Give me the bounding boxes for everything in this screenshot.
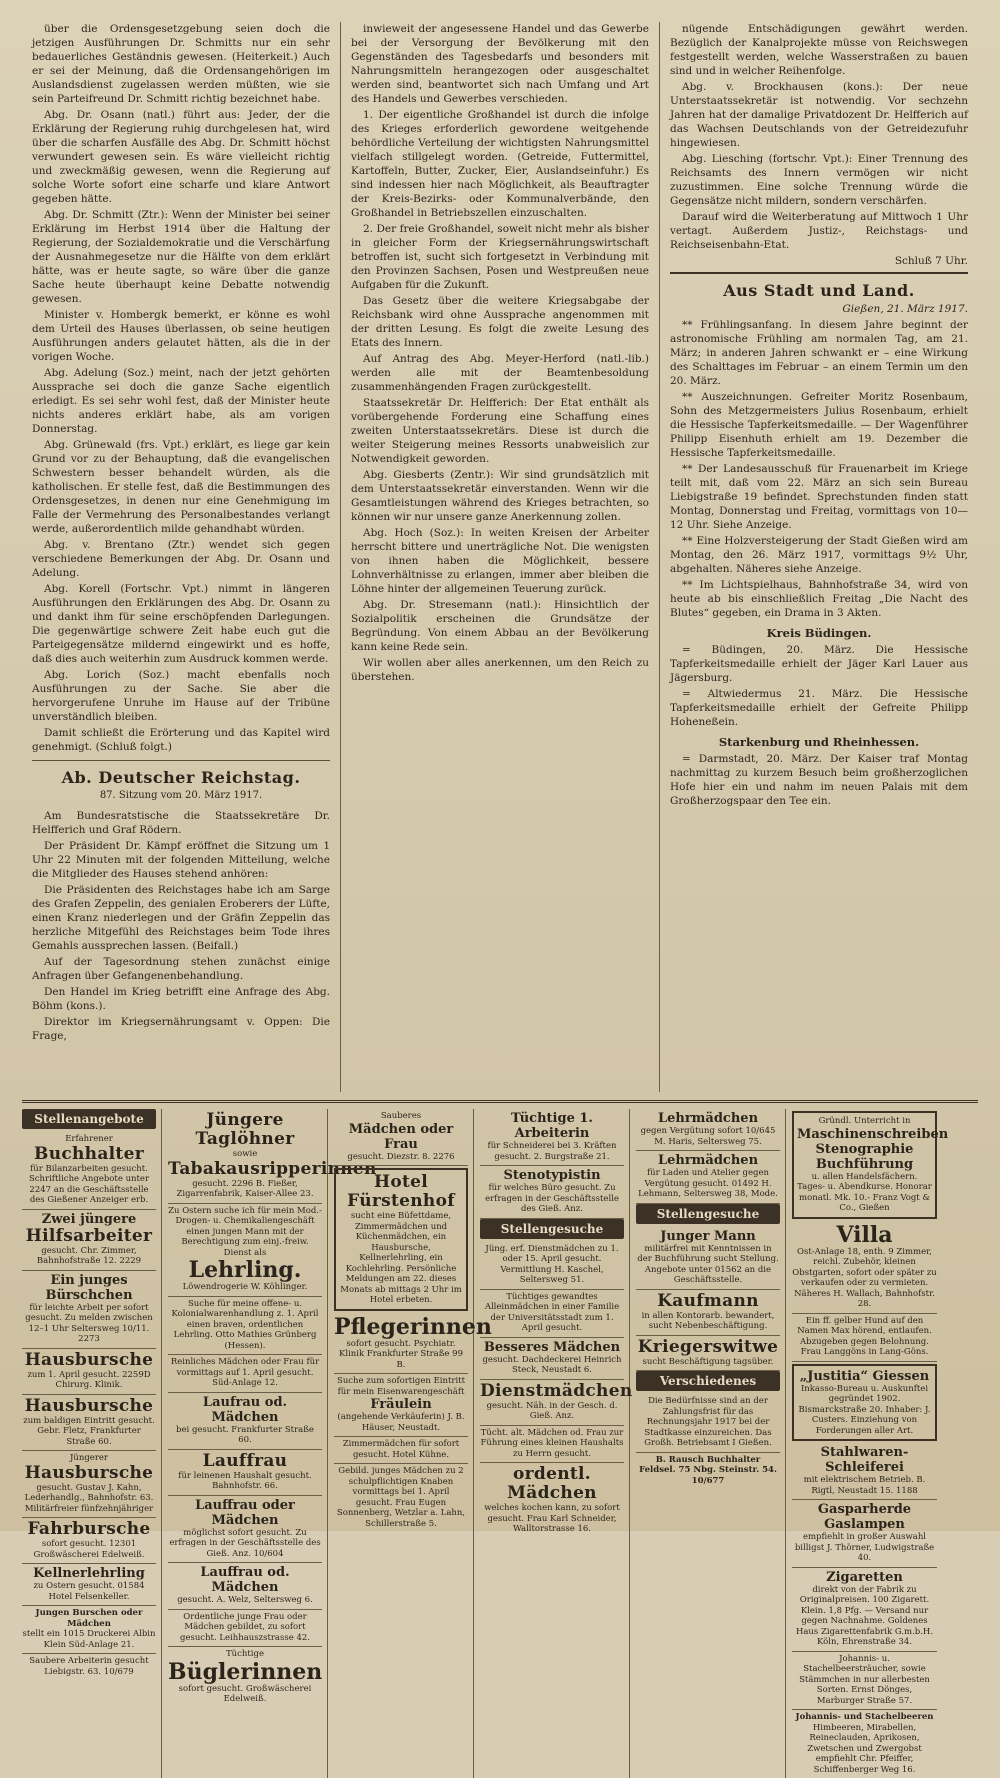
article-paragraph: Der Präsident Dr. Kämpf eröffnet die Sitzung um 1 Uhr 22 Minuten mit der folgenden Mitteilung, welche die Mitglieder des Hauses stehend anhören: — [32, 840, 330, 880]
ad — [636, 1394, 780, 1453]
ad-headline: Dienstmädchen — [480, 1380, 633, 1401]
ad-headline: Junger Mann — [660, 1228, 756, 1244]
ad — [636, 1227, 780, 1290]
article-paragraph: Abg. Lorich (Soz.) macht ebenfalls noch Ausführungen zu der Sache. Sie aber die hervorgerufene Unruhe im Hause auf der Tribüne unverständlich bleiben. — [32, 669, 330, 723]
local-news-item: ** Eine Holzversteigerung der Stadt Gießen wird am Montag, den 26. März 1917, vormittags 9½ Uhr, abgehalten. Näheres siehe Anzeige. — [670, 535, 968, 575]
ad — [334, 1437, 468, 1464]
ad — [636, 1453, 780, 1490]
ad-headline: Lauffrau od. Mädchen — [200, 1565, 290, 1595]
subsection-heading: Kreis Büdingen. — [766, 626, 872, 640]
column-3 — [660, 22, 978, 1092]
ad-column-6 — [792, 1109, 949, 1778]
ad-pre: Jüngerer — [70, 1453, 108, 1463]
ad-text: gesucht. 2296 B. Fießer, Zigarrenfabrik, Kaiser-Allee 23. — [176, 1178, 314, 1199]
ad-text: Tüchtiges gewandtes Alleinmädchen in einer Familie der Universitätsstadt zum 1. April gesucht. — [484, 1291, 620, 1333]
local-news-item: = Büdingen, 20. März. Die Hessische Tapferkeitsmedaille erhielt der Jäger Karl Lauer aus Jägersburg. — [670, 644, 968, 684]
article-paragraph: Abg. Adelung (Soz.) meint, nach der jetzt gehörten Aussprache sei doch die ganze Sache eigentlich erledigt. Es sei sehr wohl fest, daß der Minister heute nichts anderes erklärt habe, als am vorigen Donnerstag. — [32, 367, 330, 435]
ad-text: stellt ein 1015 Druckerei Albin Klein Süd-Anlage 21. — [22, 1629, 156, 1650]
ad-text: direkt von der Fabrik zu Originalpreisen. 100 Zigarett. Klein. 1,8 Pfg. — Versand nur gegen Nachnahme. Goldenes Haus Zigarettenfabrik G.m.b.H. Köln, Ehrenstraße 34. — [795, 1584, 934, 1647]
article-paragraph: Am Bundesratstische die Staatssekretäre Dr. Helfferich und Graf Rödern. — [32, 810, 330, 836]
article-paragraph: Damit schließt die Erörterung und das Kapitel wird genehmigt. (Schluß folgt.) — [32, 727, 330, 753]
section-heading-local: Aus Stadt und Land. — [723, 281, 915, 300]
ad-headline: Lehrmädchen — [657, 1111, 759, 1126]
article-paragraph: Abg. Liesching (fortschr. Vpt.): Einer Trennung des Reichsamts des Innern vermögen wir nicht zuzustimmen. Eine solche Trennung würde die Gegensätze nicht mildern, sondern verschärfen. — [670, 153, 968, 207]
ad-headline: Ein junges Bürschchen — [45, 1272, 133, 1303]
ad-column-1 — [22, 1109, 162, 1778]
ad-headline: Lauffrau oder Mädchen — [195, 1497, 295, 1528]
ad-text: Zimmermädchen für sofort gesucht. Hotel Kühne. — [342, 1439, 460, 1460]
article-paragraph: Die Präsidenten des Reichstages habe ich am Sarge des Grafen Zeppelin, des genialen Eroberers der Lüfte, einen Kranz niederlegen und der Gräfin Zeppelin das herzliche Mitgefühl des Reichstages beim Tode ihres Gemahls aussprechen lassen. (Beifall.) — [32, 884, 330, 952]
ad-headline: Büglerinnen — [168, 1658, 323, 1685]
ad-headline: Kaufmann — [657, 1290, 759, 1311]
ad-text: Reinliches Mädchen oder Frau für vormittags auf 1. April gesucht. Süd-Anlage 12. — [170, 1357, 320, 1388]
ad-headline: Buchhalter — [34, 1143, 144, 1164]
ad — [168, 1109, 377, 1204]
ad-text: gesucht. Näh. in der Gesch. d. Gieß. Anz. — [486, 1400, 618, 1421]
ad — [334, 1374, 468, 1437]
ad-headline: Kriegerswitwe — [637, 1336, 779, 1357]
article-paragraph: Das Gesetz über die weitere Kriegsabgabe der Reichsbank wird ohne Aussprache angenommen mit der dritten Lesung. Es folgt die zweite Lesung des Etats des Innern. — [351, 295, 649, 349]
ad — [480, 1463, 624, 1538]
ad-text: gesucht. Gustav J. Kahn, Lederhandlg., Bahnhofstr. 63. Militärfreier fünfzehnjähriger — [24, 1482, 154, 1514]
ad-text: für welches Büro gesucht. Zu erfragen in der Geschäftsstelle des Gieß. Anz. — [485, 1183, 619, 1214]
ad — [22, 1518, 156, 1564]
local-news-item: = Darmstadt, 20. März. Der Kaiser traf Montag nachmittag zu kurzem Besuch beim großherzoglichen Hofe hier ein und nahm im neuen Palais mit dem Großherzogspaar den Tee ein. — [670, 753, 968, 807]
ad-text: sowie — [232, 1149, 258, 1159]
article-paragraph: Abg. Giesberts (Zentr.): Wir sind grundsätzlich mit dem Unterstaatssekretär einverstanden. Wenn wir die Gesamtleistungen während des Krieges betrachten, so können wir nur unsere ganze Anerkennung zollen. — [351, 469, 649, 523]
ad — [168, 1647, 322, 1708]
ad — [636, 1109, 780, 1151]
divider — [32, 760, 330, 761]
ad-text: Suche für meine offene- u. Kolonialwarenhandlung z. 1. April einen braven, ordentlichen Lehrling. Otto Mathies Grünberg (Hessen). — [171, 1298, 319, 1351]
ad-text: Jüng. erf. Dienstmädchen zu 1. oder 15. April gesucht. Vermittlung H. Kaschel, Seltersweg 51. — [485, 1243, 619, 1285]
article-paragraph: Abg. Grünewald (frs. Vpt.) erklärt, es liege gar kein Grund vor zu der Behauptung, daß die evangelischen Schwestern besser behandelt würden, als die katholischen. Er stelle fest, daß die Bestimmungen des Ordensgesetzes, in denen nur eine Genehmigung im Falle der Vermehrung des Personalbestandes verlangt werde, außerordentlich milde gehandhabt würden. — [32, 439, 330, 535]
ad-text: Inkasso-Bureau u. Auskunftei gegründet 1902. Bismarckstraße 20. Inhaber: J. Custers. Einziehung von Forderungen aller Art. — [798, 1383, 931, 1436]
subsection-heading: Starkenburg und Rheinhessen. — [718, 735, 920, 749]
classified-ads — [22, 1100, 978, 1775]
ad-headline: Jungen Burschen oder Mädchen — [35, 1608, 143, 1629]
ad-text: militärfrei mit Kenntnissen in der Buchführung sucht Stellung. Angebote unter 01562 an die Geschäftsstelle. — [637, 1243, 779, 1285]
session-subheading: 87. Sitzung vom 20. März 1917. — [99, 790, 263, 801]
ad — [480, 1109, 624, 1166]
ad-pre: Tüchtige — [226, 1649, 264, 1659]
ad — [334, 1109, 468, 1166]
ad-column-2 — [168, 1109, 377, 1778]
ad-text: für Laden und Atelier gegen Vergütung gesucht. 01492 H. Lehmann, Seltersweg 38, Mode. — [638, 1168, 778, 1199]
ad-text: möglichst sofort gesucht. Zu erfragen in der Geschäftsstelle des Gieß. Anz. 10/604 — [169, 1527, 321, 1559]
divider — [670, 272, 968, 274]
ad-text: zu Ostern gesucht. 01584 Hotel Felsenkeller. — [33, 1581, 145, 1602]
ad — [168, 1563, 322, 1610]
local-news-item: ** Im Lichtspielhaus, Bahnhofstraße 34, wird von heute ab bis einschließlich Freitag „Die Nacht des Blutes“ gegeben, ein Drama in 3 Akten. — [670, 579, 968, 619]
article-paragraph: Darauf wird die Weiterberatung auf Mittwoch 1 Uhr vertagt. Außerdem Justiz-, Reichstags- und Reichseisenbahn-Etat. — [670, 211, 968, 251]
ad-headline: „Justitia“ Giessen — [799, 1368, 930, 1384]
ad-headline: Fahrbursche — [27, 1519, 151, 1539]
ad — [22, 1654, 156, 1680]
ad — [480, 1426, 624, 1464]
ad — [168, 1297, 322, 1356]
ad — [480, 1380, 633, 1426]
ad-text: gegen Vergütung sofort 10/645 M. Haris, Seltersweg 75. — [640, 1126, 776, 1147]
ad-text: Ordentliche junge Frau oder Mädchen gebildet, zu sofort gesucht. Leihhauszstrasse 42. — [180, 1611, 310, 1643]
ad — [792, 1111, 949, 1219]
article-paragraph: Abg. v. Brentano (Ztr.) wendet sich gegen verschiedene Bemerkungen der Abg. Dr. Osann und Adelung. — [32, 539, 330, 579]
ad-headline: Besseres Mädchen — [483, 1339, 621, 1355]
article-paragraph: Abg. Dr. Osann (natl.) führt aus: Jeder, der die Erklärung der Regierung ruhig durchgelesen hat, wird über die scharfen Ausfälle des Abg. Dr. Schmitt höchst verwundert gewesen sein. Es wäre vielleicht richtig und zweckmäßig gewesen, wenn die Regierung auf solche Worte sofort eine scharfe und klare Antwort gegeben hätte. — [32, 109, 330, 205]
category-banner: Stellengesuche — [480, 1219, 624, 1239]
ad — [168, 1393, 322, 1450]
ad-headline: Lehrmädchen — [657, 1153, 759, 1168]
ad — [334, 1168, 468, 1311]
section-heading-reichstag: Ab. Deutscher Reichstag. — [61, 768, 301, 787]
ad-text: sofort gesucht. Psychiatr. Klinik Frankfurter Straße 99 B. — [339, 1338, 463, 1370]
ad-headline: Fräulein — [370, 1397, 432, 1412]
ad — [792, 1500, 937, 1568]
ad — [168, 1204, 322, 1297]
ad — [480, 1290, 624, 1338]
ad-pre: Erfahrener — [65, 1134, 113, 1144]
ad-text: Löwendrogerie W. Köhlinger. — [182, 1282, 308, 1292]
article-paragraph: Wir wollen aber alles anerkennen, um den Reich zu überstehen. — [351, 657, 649, 683]
ad — [22, 1395, 156, 1452]
ad-text: welches kochen kann, zu sofort gesucht. Frau Karl Schneider, Walltorstrasse 16. — [484, 1503, 620, 1534]
ad-text: Ein ff. gelber Hund auf den Namen Max hörend, entlaufen. Abzugeben gegen Belohnung. Frau Langgöns in Lang-Göns. — [797, 1315, 932, 1357]
ad-text: B. Rausch Buchhalter Feldsel. 75 Nbg. Steinstr. 54. 10/677 — [639, 1454, 777, 1486]
ad-headline: Johannis- und Stachelbeeren — [795, 1712, 934, 1722]
ad-text: für Bilanzarbeiten gesucht. Schriftliche Angebote unter 2247 an die Geschäftsstelle des Gießener Anzeiger erb. — [28, 1163, 150, 1205]
ad-text: Die Bedürfnisse sind an der Zahlungsfrist für das Rechnungsjahr 1917 bei der Stadtkasse einzureichen. Das Großh. Betriebsamt I Gießen. — [644, 1396, 772, 1448]
local-news-item: ** Frühlingsanfang. In diesem Jahre beginnt der astronomische Frühling am normalen Tag, am 21. März; in anderen Jahren schwankt er – eine Wirkung des Schalttages im Februar – an einem Termin um den 20. März. — [670, 319, 968, 387]
ad-headline: Lehrling. — [188, 1257, 302, 1283]
ad — [636, 1336, 780, 1372]
ad — [22, 1210, 156, 1271]
ad-headline: Maschinenschreiben Stenographie Buchführung — [797, 1126, 949, 1172]
ad — [480, 1338, 624, 1380]
ad-column-4 — [480, 1109, 633, 1778]
category-banner: Stellengesuche — [636, 1204, 780, 1224]
ad — [334, 1464, 468, 1532]
ad — [22, 1564, 156, 1606]
ad — [792, 1221, 937, 1314]
ad-pre: Sauberes — [380, 1111, 422, 1121]
ad-headline: Jüngere Taglöhner — [195, 1110, 295, 1149]
ad-text: gesucht. Chr. Zimmer, Bahnhofstraße 12. 2229 — [36, 1245, 142, 1266]
ad-text: für leinenen Haushalt gesucht. Bahnhofstr. 66. — [178, 1470, 312, 1491]
ad — [22, 1271, 156, 1349]
ad — [334, 1313, 492, 1375]
ad-column-3 — [334, 1109, 492, 1778]
ad — [792, 1568, 937, 1652]
ad-text: Himbeeren, Mirabellen, Reineclauden, Aprikosen, Zwetschen und Zwergobst empfiehlt Chr. Pfeiffer, Schiffenberger Weg 16. — [807, 1722, 922, 1775]
article-paragraph: Staatssekretär Dr. Helfferich: Der Etat enthält als vorübergehende Forderung eine Schaffung eines zweiten Unterstaatssekretärs. Diese ist durch die weiter Steigerung meines Ressorts unabweislich zur Notwendigkeit geworden. — [351, 397, 649, 465]
ad-text: sucht Beschäftigung tagsüber. — [642, 1356, 774, 1367]
ad-headline: ordentl. Mädchen — [507, 1464, 597, 1503]
ad-text: für leichte Arbeit per sofort gesucht. Zu melden zwischen 12–1 Uhr Seltersweg 10/11. 2273 — [25, 1302, 153, 1344]
ad-text: in allen Kontorarb. bewandert, sucht Nebenbeschäftigung. — [641, 1310, 775, 1331]
ad-headline: Hilfsarbeiter — [25, 1225, 153, 1246]
ad-headline: Stahlwaren-Schleiferei — [820, 1445, 909, 1475]
ad — [792, 1314, 937, 1362]
ad-text: sucht eine Büfettdame, Zimmermädchen und Küchenmädchen, ein Hausbursche, Kellnerlehrling, ein Kochlehrling. Persönliche Meldungen am 22. dieses Monats ab mittags 2 Uhr im Hotel erbeten. — [340, 1211, 462, 1305]
article-paragraph: Abg. Korell (Fortschr. Vpt.) nimmt in längeren Ausführungen den Erklärungen des Abg. Dr. Osann zu und dankt ihm für seine erschöpfenden Darlegungen. Die gegenwärtige schwere Zeit habe euch gut die Parteigegensätze mildernd eingewirkt und es hoffe, daß dies auch weiterhin zum Ausdruck kommen werde. — [32, 583, 330, 665]
article-paragraph: Auf Antrag des Abg. Meyer-Herford (natl.-lib.) werden alle mit der Beamtenbesoldung zusammenhängenden Fragen zurückgestellt. — [351, 353, 649, 393]
column-1 — [22, 22, 341, 1092]
column-2 — [341, 22, 660, 1092]
ad-text: Suche zum sofortigen Eintritt für mein Eisenwarengeschäft — [337, 1376, 465, 1397]
article-paragraph: Abg. Dr. Stresemann (natl.): Hinsichtlich der Sozialpolitik erscheinen die Grundsätze der Begründung. Von einem Abbau an der Bevölkerung kann keine Rede sein. — [351, 599, 649, 653]
ad — [168, 1355, 322, 1393]
ad — [636, 1290, 780, 1336]
ad-text: zum baldigen Eintritt gesucht. Gebr. Fletz, Frankfurter Straße 60. — [23, 1415, 155, 1447]
article-paragraph: Abg. Dr. Schmitt (Ztr.): Wenn der Minister bei seiner Erklärung im Herbst 1914 über die Haltung der Regierung, der Sozialdemokratie und die Verschärfung der Ausnahmegesetze nur die Hälfte von dem erklärt hätte, was er heute sagte, so wäre über die ganze Sache heute überhaupt keine Debatte notwendig gewesen. — [32, 209, 330, 305]
ad-text: (angehende Verkäuferin) J. B. Häuser, Neustadt. — [337, 1412, 465, 1433]
ad — [636, 1151, 780, 1204]
ad-text: Ost-Anlage 18, enth. 9 Zimmer, reichl. Zubehör, kleinen Obstgarten, sofort oder später zu verkaufen oder zu vermieten. Näheres H. Wallach, Bahnhofstr. 28. — [792, 1246, 937, 1309]
category-banner: Stellenangebote — [22, 1109, 156, 1129]
ad-text: sofort gesucht. Großwäscherei Edelweiß. — [178, 1683, 312, 1704]
article-paragraph: Abg. v. Brockhausen (kons.): Der neue Unterstaatssekretär ist notwendig. Vor sechzehn Jahren hat der damalige Privatdozent Dr. Helfferich auf das Wachsen Deutschlands von der Getreidezufuhr hingewiesen. — [670, 81, 968, 149]
ad-text: Gebild. junges Mädchen zu 2 schulpflichtigen Knaben vormittags bei 1. April gesucht. Frau Eugen Sonnenberg, Wetzlar a. Lahn, Schillerstraße 5. — [336, 1466, 466, 1529]
ad-column-5 — [636, 1109, 786, 1778]
ad-headline: Hotel Fürstenhof — [347, 1172, 455, 1211]
ad — [480, 1242, 624, 1290]
article-paragraph: Direktor im Kriegsernährungsamt v. Oppen: Die Frage, — [32, 1016, 330, 1042]
ad-text: gesucht. Dachdeckerei Heinrich Steck, Neustadt 6. — [482, 1354, 622, 1375]
ad-text: gesucht. A. Welz, Seltersweg 6. — [177, 1595, 313, 1605]
ad-text: mit elektrischem Betrieb. B. Rigtl, Neustadt 15. 1188 — [803, 1475, 926, 1496]
article-paragraph: über die Ordensgesetzgebung seien doch die jetzigen Ausführungen Dr. Schmitts nur ein sehr bedauerliches Geständnis gewesen. (Heiterkeit.) Auch er sei der Meinung, daß die Ordensangehörigen im Auslandsdienst zugelassen werden müßten, wie sie sein Parteifreund Dr. Schmitt richtig bezeichnet habe. — [32, 23, 330, 105]
ad-headline: Laufrau od. Mädchen — [202, 1394, 288, 1425]
article-paragraph: Auf der Tagesordnung stehen zunächst einige Anfragen über Gefangenenbehandlung. — [32, 956, 330, 982]
ad-headline: Tabakausripperinnen — [168, 1158, 377, 1179]
local-news-item: ** Der Landesausschuß für Frauenarbeit im Kriege teilt mit, daß vom 22. März an sich sein Bureau Liebigstraße 19 befindet. Sprechstunden finden statt Montag, Donnerstag und Freitag, vormittags von 10—12 Uhr. Siehe Anzeige. — [670, 463, 968, 531]
article-paragraph: inwieweit der angesessene Handel und das Gewerbe bei der Versorgung der Bevölkerung mit den Gegenständen des Tagesbedarfs und besonders mit Nahrungsmitteln herangezogen oder ausgeschaltet werden sind, beantwortet sich nach Umfang und Art des Handels und Gewerbes verschieden. — [351, 23, 649, 105]
ad-headline: Tüchtige 1. Arbeiterin — [511, 1111, 593, 1141]
ad-headline: Zigaretten — [826, 1569, 903, 1585]
ad-text: sofort gesucht. 12301 Großwäscherei Edelweiß. — [33, 1539, 145, 1560]
dateline: Gießen, 21. März 1917. — [842, 303, 968, 315]
ad-text: zum 1. April gesucht. 2259D Chirurg. Klinik. — [27, 1369, 151, 1390]
ad-headline: Hausbursche — [24, 1395, 154, 1416]
article-paragraph: 1. Der eigentliche Großhandel ist durch die infolge des Krieges erforderlich gewordene weitgehende behördliche Verteilung der wichtigsten Nahrungsmittel vielfach stillgelegt worden. (Getreide, Futtermittel, Kartoffeln, Butter, Zucker, Eier, Auslandseinfuhr.) Es sind indessen hier nach Möglichkeit, als Beauftragter der Kreis-Bezirks- oder Kommunalverbände, den Großhandel in Betriebszellen einzuschalten. — [351, 109, 649, 219]
editorial-section — [22, 22, 978, 1092]
ad — [22, 1606, 156, 1654]
local-news-item: = Altwiedermus 21. März. Die Hessische Tapferkeitsmedaille erhielt der Gefreite Philipp Hoheneßein. — [670, 688, 968, 728]
ad-headline: Pflegerinnen — [334, 1313, 492, 1340]
ad — [792, 1710, 937, 1778]
ad-headline: Hausbursche — [24, 1349, 154, 1370]
ad-text: Johannis- u. Stachelbeersträucher, sowie Stämmchen in nur allerbesten Sorten. Ernst Dönges, Marburger Straße 57. — [799, 1653, 930, 1706]
ad-headline: Kellnerlehrling — [33, 1566, 145, 1581]
ad-text: Saubere Arbeiterin gesucht Liebigstr. 63. 10/679 — [29, 1656, 149, 1677]
ad-pre: Zwei jüngere — [41, 1211, 137, 1227]
ad-headline: Stenotypistin — [503, 1168, 601, 1183]
article-paragraph: Minister v. Hombergk bemerkt, er könne es wohl dem Urteil des Hauses überlassen, ob seine heutigen Ausführungen anders gelautet hätten, als die in der vorigen Woche. — [32, 309, 330, 363]
ad-text: u. allen Handelsfächern. Tages- u. Abendkurse. Honorar monatl. Mk. 10.- Franz Vogt & Co., Gießen — [797, 1171, 932, 1213]
ad — [168, 1450, 322, 1496]
ad-headline: Mädchen oder Frau — [348, 1121, 454, 1152]
ad-text: für Schneiderei bei 3. Kräften gesucht. 2. Burgstraße 21. — [487, 1141, 617, 1162]
ad — [168, 1496, 322, 1564]
category-banner: Verschiedenes — [636, 1371, 780, 1391]
local-news-item: ** Auszeichnungen. Gefreiter Moritz Rosenbaum, Sohn des Metzgermeisters Julius Rosenbaum, erhielt die Hessische Tapferkeitsmedaille. — Der Wagenführer Philipp Eisenhuth erhielt am 19. Dezember die Hessische Tapferkeitsmedaille. — [670, 391, 968, 459]
ad-text: Tücht. alt. Mädchen od. Frau zur Führung eines kleinen Haushalts zu Herrn gesucht. — [480, 1427, 624, 1459]
ad — [168, 1610, 322, 1648]
article-paragraph: Den Handel im Krieg betrifft eine Anfrage des Abg. Böhm (kons.). — [32, 986, 330, 1012]
article-paragraph: nügende Entschädigungen gewährt werden. Bezüglich der Kanalprojekte müsse von Reichswegen festgestellt werden, welche Wasserstraßen zu bauen sind und in welcher Reihenfolge. — [670, 23, 968, 77]
ad-text: Zu Ostern suche ich für mein Mod.-Drogen- u. Chemikaliengeschäft einen jungen Mann mit der Berechtigung zum einj.-freiw. Dienst als — [168, 1205, 322, 1258]
ad-headline: Villa — [836, 1221, 893, 1248]
ad-pre: Gründl. Unterricht in — [818, 1116, 911, 1126]
ad — [22, 1349, 156, 1395]
ad — [792, 1652, 937, 1711]
article-paragraph: 2. Der freie Großhandel, soweit nicht mehr als bisher in gleicher Form der Kriegsernährungswirtschaft betroffen ist, sucht sich fortgesetzt in Verbindung mit den Provinzen Sachsen, Posen und Westpreußen neue Aufgaben für die Zukunft. — [351, 223, 649, 291]
ad — [22, 1451, 156, 1518]
ad-text: gesucht. Diezstr. 8. 2276 — [347, 1151, 455, 1162]
ad-headline: Gasparherde Gaslampen — [817, 1502, 912, 1532]
article-paragraph: Abg. Hoch (Soz.): In weiten Kreisen der Arbeiter herrscht bittere und unerträgliche Not. Die wenigsten von ihnen haben die Möglichkeit, bessere Lohnverhältnisse zu erlangen, immer aber bleiben die Löhne hinter der allgemeinen Teuerung zurück. — [351, 527, 649, 595]
ad-text: empfiehlt in großer Auswahl billigst J. Thörner, Ludwigstraße 40. — [794, 1532, 935, 1563]
ad-text: bei gesucht. Frankfurter Straße 60. — [176, 1424, 314, 1445]
ad — [480, 1166, 624, 1219]
article-paragraph: Schluß 7 Uhr. — [894, 255, 968, 267]
ad — [22, 1132, 156, 1210]
ad-headline: Lauffrau — [202, 1450, 288, 1471]
ad — [792, 1364, 937, 1442]
ad — [792, 1443, 937, 1500]
ad-headline: Hausbursche — [24, 1462, 154, 1483]
